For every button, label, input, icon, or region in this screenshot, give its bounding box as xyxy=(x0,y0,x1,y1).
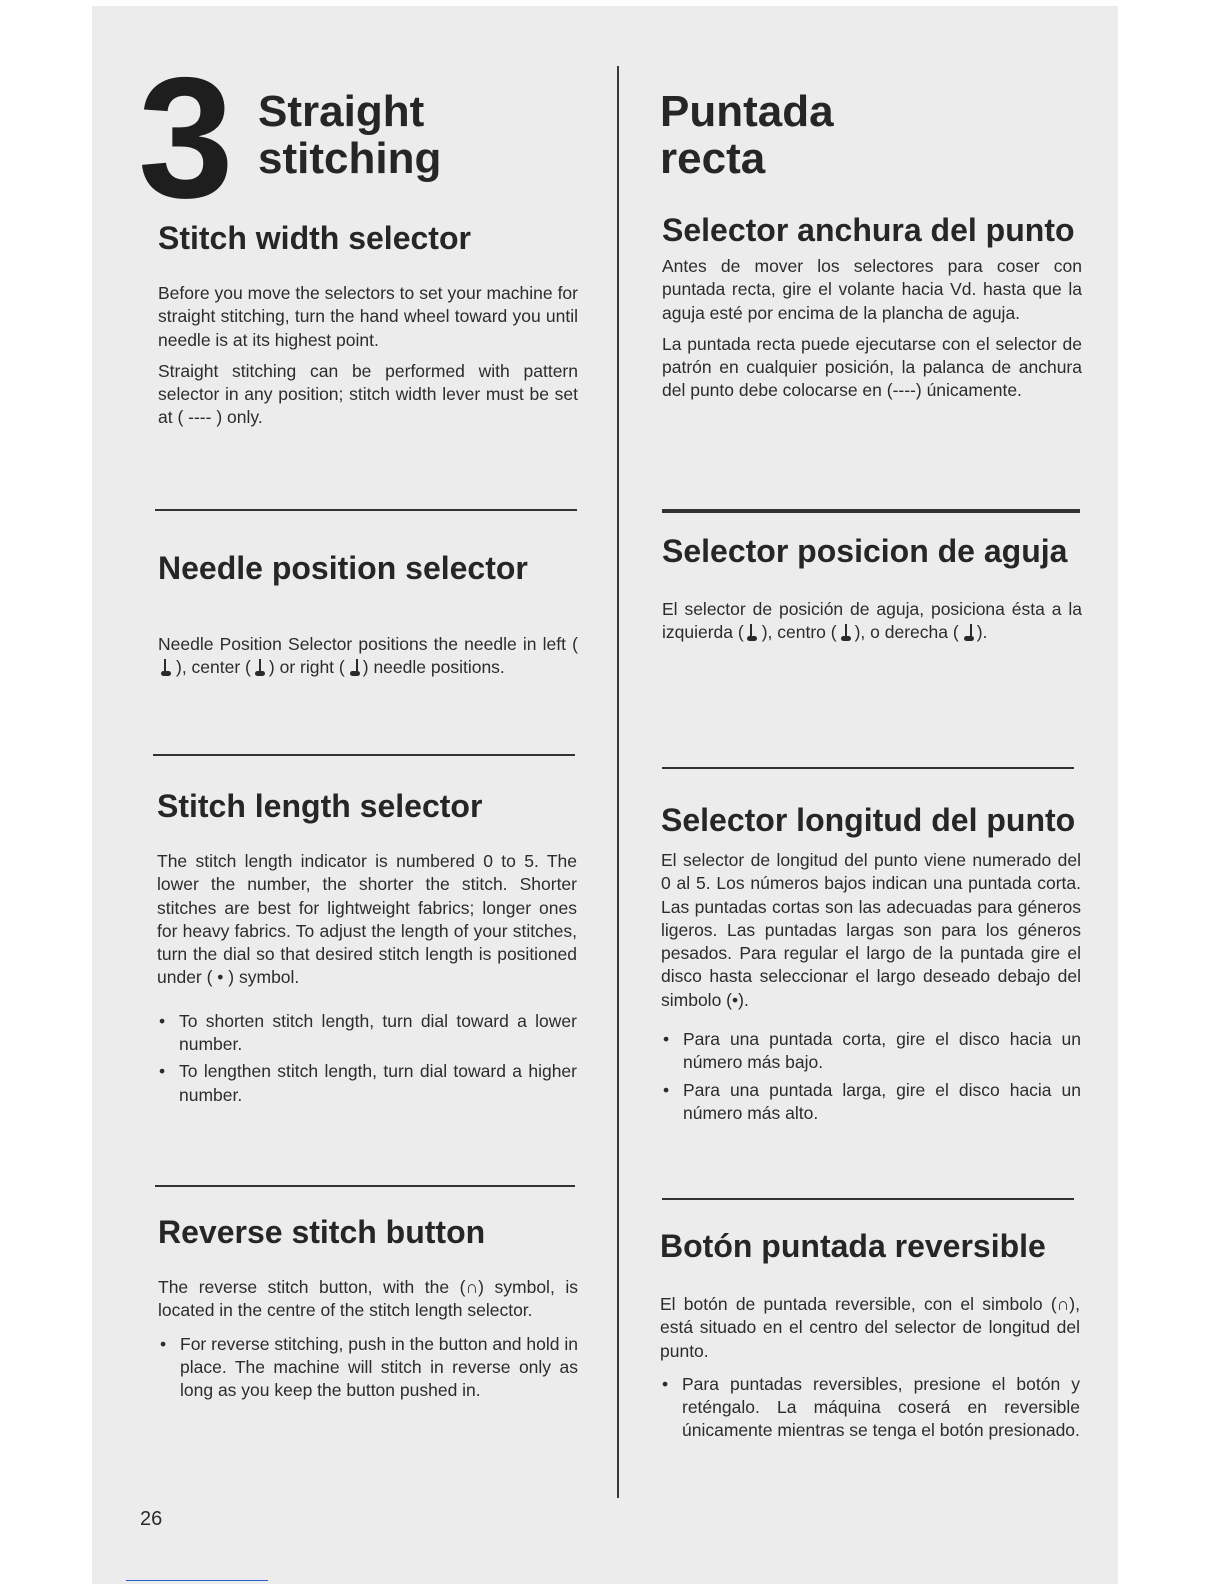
section-heading: Stitch width selector xyxy=(158,220,471,256)
text-fragment: El selector de posición de aguja, posiciona ésta a la izquierda ( xyxy=(662,599,1082,643)
text-fragment: El botón de puntada reversible, con el simbolo ( xyxy=(660,1294,1057,1314)
needle-center-icon xyxy=(840,623,852,641)
chapter-title-line2: stitching xyxy=(258,134,442,183)
list-item: • To lengthen stitch length, turn dial toward a higher number. xyxy=(157,1060,577,1107)
column-divider xyxy=(617,66,619,1498)
bullet-list xyxy=(661,1028,1081,1125)
paragraph xyxy=(660,1293,1080,1363)
needle-right-icon xyxy=(962,623,974,641)
chapter-title xyxy=(258,88,441,182)
text-fragment: ), center ( xyxy=(176,657,251,678)
paragraph: La puntada recta puede ejecutarse con el selector de patrón en cualquier posición, la palanca de anchura del punto debe colocarse en (----) únicamente. xyxy=(662,333,1082,401)
paragraph xyxy=(662,598,1082,645)
paragraph: The stitch length indicator is numbered 0 to 5. The lower the number, the shorter the stitch. Shorter stitches are best for lightweight fabrics; longer ones for heavy fabrics. To adjust the length of your stitches, turn the dial so that desired stitch length is positioned under ( • ) symbol. xyxy=(157,851,577,988)
section-divider xyxy=(153,754,575,756)
section-heading: Botón puntada reversible xyxy=(660,1228,1046,1264)
reverse-icon: ∩ xyxy=(1056,1294,1070,1314)
section-heading: Selector posicion de aguja xyxy=(662,533,1068,569)
text-fragment: Needle Position Selector positions the needle in left ( xyxy=(158,634,578,654)
section-stitch-width-es xyxy=(662,212,1082,403)
paragraph: Before you move the selectors to set your machine for straight stitching, turn the hand wheel toward you until needle is at its highest point. xyxy=(158,283,578,350)
needle-center-icon xyxy=(254,658,266,676)
text-fragment: ) or right ( xyxy=(268,657,345,678)
list-item: • For reverse stitching, push in the button and hold in place. The machine will stitch in reverse only as long as you keep the button pushed in. xyxy=(158,1333,578,1403)
section-heading: Needle position selector xyxy=(158,550,528,586)
bullet-list xyxy=(158,1333,578,1403)
section-needle-position-en xyxy=(158,550,578,680)
bullet-list xyxy=(157,1010,577,1107)
chapter-title-es xyxy=(660,88,834,182)
paragraph: Straight stitching can be performed with pattern selector in any position; stitch width lever must be set at ( ---- ) only. xyxy=(158,360,578,428)
paragraph: El selector de longitud del punto viene numerado del 0 al 5. Los números bajos indican una puntada corta. Las puntadas cortas son las adecuadas para géneros ligeros. Las puntadas largas son para los géneros pesados. Para regular el largo de la puntada gire el disco hasta seleccionar el largo deseado debajo del simbolo (•). xyxy=(661,850,1081,1010)
text-fragment: ) symbol, is located in the centre of the stitch length selector. xyxy=(158,1277,578,1321)
paragraph xyxy=(158,633,578,680)
section-reverse-en xyxy=(158,1214,578,1406)
chapter-title-es-line2: recta xyxy=(660,134,766,183)
chapter-title-line1: Straight xyxy=(258,87,425,136)
list-item: • Para una puntada larga, gire el disco hacia un número más alto. xyxy=(661,1079,1081,1126)
section-stitch-length-es xyxy=(661,802,1081,1129)
footer-link-line xyxy=(126,1580,268,1581)
text-fragment: ) needle positions. xyxy=(362,657,505,678)
reverse-icon: ∩ xyxy=(465,1277,479,1297)
text-fragment: ). xyxy=(976,622,988,643)
section-needle-position-es xyxy=(662,530,1082,645)
list-item: • Para una puntada corta, gire el disco hacia un número más bajo. xyxy=(661,1028,1081,1075)
paragraph: Antes de mover los selectores para coser con puntada recta, gire el volante hacia Vd. hasta que la aguja esté por encima de la plancha de aguja. xyxy=(662,256,1082,323)
page-number: 26 xyxy=(140,1508,163,1530)
needle-left-icon xyxy=(747,623,759,641)
chapter-title-es-line1: Puntada xyxy=(660,87,834,136)
text-fragment: The reverse stitch button, with the ( xyxy=(158,1277,466,1297)
section-heading: Selector anchura del punto xyxy=(662,212,1075,248)
bullet-list xyxy=(660,1373,1080,1443)
section-heading: Reverse stitch button xyxy=(158,1214,486,1250)
section-divider xyxy=(662,1198,1074,1200)
needle-left-icon xyxy=(161,658,173,676)
section-stitch-length-en xyxy=(157,788,577,1111)
section-divider xyxy=(662,767,1074,769)
chapter-number: 3 xyxy=(138,42,230,234)
section-divider xyxy=(155,509,577,511)
section-divider xyxy=(662,509,1080,513)
paragraph xyxy=(158,1276,578,1323)
list-item: • Para puntadas reversibles, presione el botón y reténgalo. La máquina coserá en reversible únicamente mientras se tenga el botón presionado. xyxy=(660,1373,1080,1443)
section-reverse-es xyxy=(660,1228,1080,1447)
section-heading: Stitch length selector xyxy=(157,788,483,824)
text-fragment: ), está situado en el centro del selector de longitud del punto. xyxy=(660,1294,1080,1361)
text-fragment: ), o derecha ( xyxy=(854,622,959,643)
section-stitch-width-en xyxy=(158,220,578,430)
section-heading: Selector longitud del punto xyxy=(661,802,1076,838)
section-divider xyxy=(155,1185,575,1187)
list-item: • To shorten stitch length, turn dial toward a lower number. xyxy=(157,1010,577,1057)
needle-right-icon xyxy=(348,658,360,676)
text-fragment: ), centro ( xyxy=(761,622,837,643)
